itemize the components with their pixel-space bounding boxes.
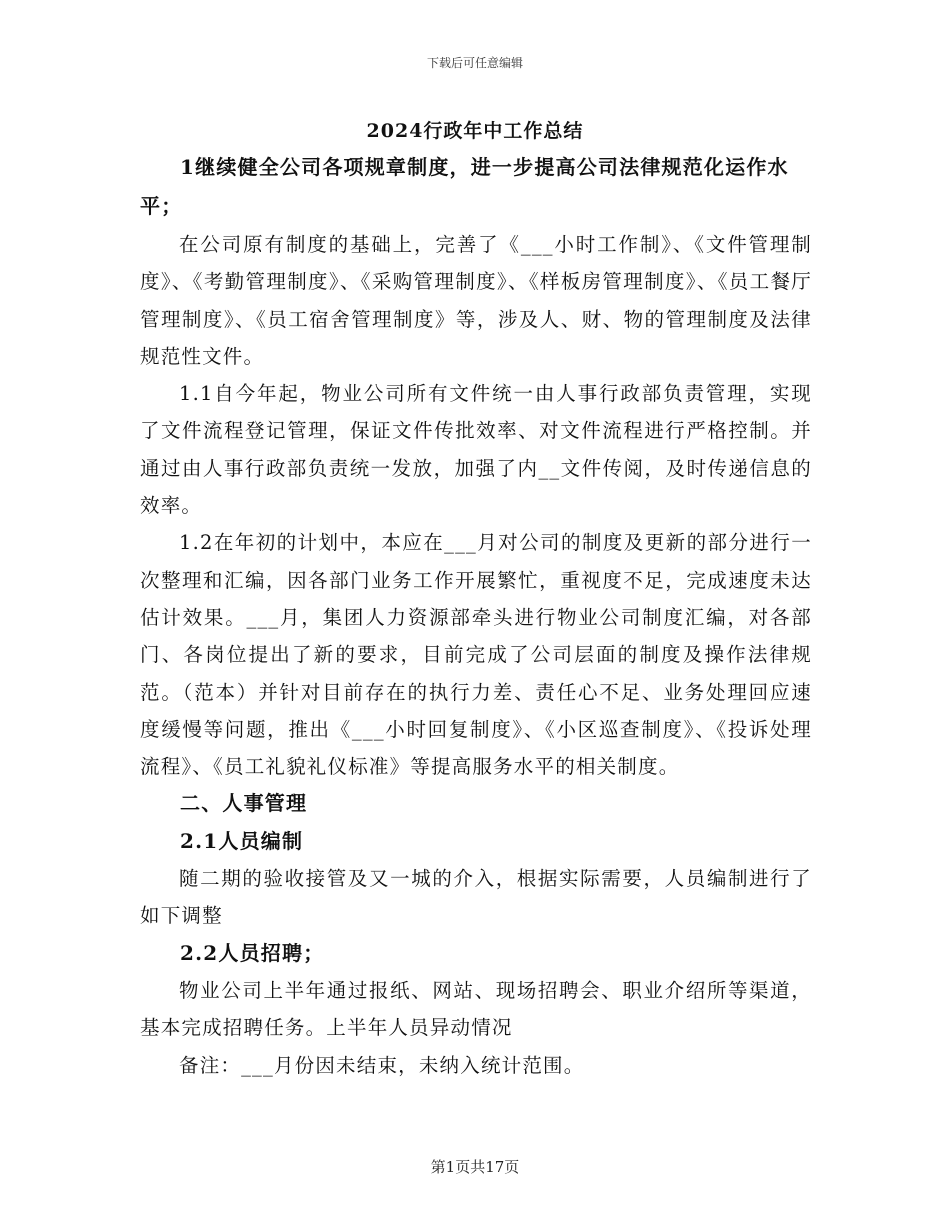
document-body <box>140 148 812 1084</box>
paragraph: 1.2在年初的计划中，本应在___月对公司的制度及更新的部分进行一次整理和汇编，因各部门业务工作开展繁忙，重视度不足，完成速度未达估计效果。___月，集团人力资源部牵头进行物业公司制度汇编，对各部门、各岗位提出了新的要求，目前完成了公司层面的制度及操作法律规范。（范本）并针对目前存在的执行力差、责任心不足、业务处理回应速度缓慢等问题，推出《___小时回复制度》、《小区巡查制度》、《投诉处理流程》、《员工礼貌礼仪标准》等提高服务水平的相关制度。 <box>140 531 812 779</box>
paragraph-note: 备注：___月份因未结束，未纳入统计范围。 <box>179 1053 585 1077</box>
paragraph: 随二期的验收接管及又一城的介入，根据实际需要，人员编制进行了如下调整 <box>140 867 812 928</box>
section-heading-1: 1继续健全公司各项规章制度，进一步提高公司法律规范化运作水平； <box>140 155 789 218</box>
paragraph: 在公司原有制度的基础上，完善了《___小时工作制》、《文件管理制度》、《考勤管理制度》、《采购管理制度》、《样板房管理制度》、《员工餐厅管理制度》、《员工宿舍管理制度》等，涉及人、财、物的管理制度及法律规范性文件。 <box>140 233 812 368</box>
page-header-note: 下载后可任意编辑 <box>426 56 523 70</box>
document-title: 2024行政年中工作总结 <box>366 120 584 142</box>
paragraph: 1.1自今年起，物业公司所有文件统一由人事行政部负责管理，实现了文件流程登记管理，保证文件传批效率、对文件流程进行严格控制。并通过由人事行政部负责统一发放，加强了内__文件传阅，及时传递信息的效率。 <box>140 382 812 518</box>
page-number-footer: 第1页共17页 <box>430 1158 520 1176</box>
subsection-heading-2-1: 2.1人员编制 <box>180 828 304 853</box>
subsection-heading-2-2: 2.2人员招聘； <box>180 940 325 965</box>
section-heading-2: 二、人事管理 <box>180 791 308 816</box>
paragraph: 物业公司上半年通过报纸、网站、现场招聘会、职业介绍所等渠道，基本完成招聘任务。上半年人员异动情况 <box>140 978 812 1040</box>
